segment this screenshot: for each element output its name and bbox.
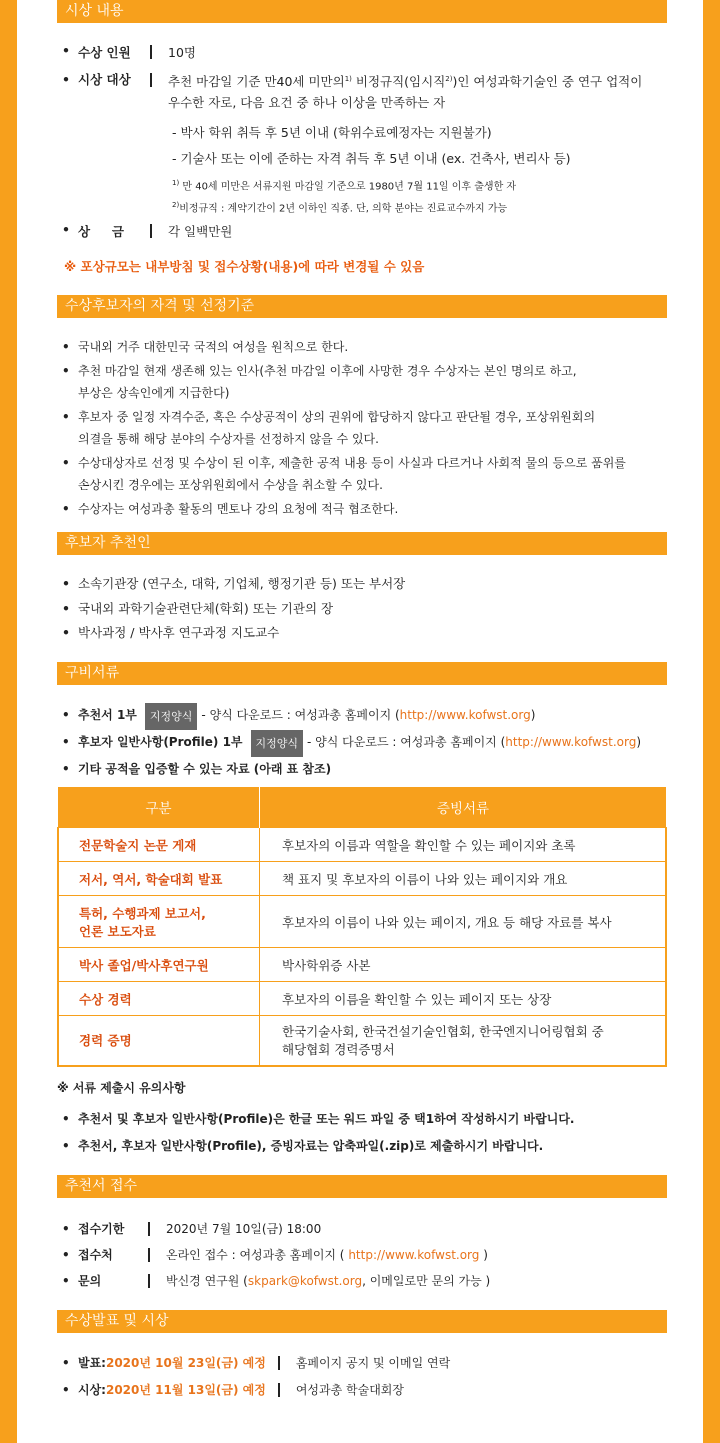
- section-title-documents: 구비서류: [57, 662, 667, 685]
- list-item: • 수상자는 여성과총 활동의 멘토나 강의 요청에 적극 협조한다.: [62, 502, 399, 516]
- deadline-value: 2020년 7월 10일(금) 18:00: [166, 1222, 322, 1236]
- list-item: • 추천 마감일 현재 생존해 있는 인사(추천 마감일 이후에 사망한 경우 수상자는 본인 명의로 하고, 부상은 상속인에게 지급한다): [62, 364, 577, 400]
- list-item: • 후보자 중 일정 자격수준, 혹은 수상공적이 상의 권위에 합당하지 않다고 판단될 경우, 포상위원회의 의결을 통해 해당 분야의 수상자를 선정하지 않을 수 있다.: [62, 410, 596, 446]
- prize-value: 각 일백만원: [168, 224, 233, 239]
- people-label: 수상 인원: [78, 45, 131, 60]
- section-title-announcement: 수상발표 및 시상: [57, 1310, 667, 1333]
- requirement-2: - 기술사 또는 이에 준하는 자격 취득 후 5년 이내 (ex. 건축사, 변리사 등): [172, 151, 571, 166]
- announce-date: 2020년 10월 23일(금) 예정: [105, 1356, 266, 1370]
- right-border: [703, 0, 720, 1443]
- table-row: 박사 졸업/박사후연구원 박사학위증 사본: [58, 948, 666, 982]
- table-header: 증빙서류: [260, 787, 667, 828]
- evidence-table: [57, 787, 667, 1067]
- footnote-1: $^{1)}$ 만 40세 미만은 서류지원 마감일 기준으로 1980년 7월 11일 이후 출생한 자: [172, 179, 517, 193]
- table-row: 수상 경력 후보자의 이름을 확인할 수 있는 페이지 또는 상장: [58, 982, 666, 1016]
- list-item: • 국내외 과학기술관련단체(학회) 또는 기관의 장: [62, 600, 334, 616]
- place-value: 온라인 접수 : 여성과총 홈페이지 ( http://www.kofwst.org ): [166, 1248, 488, 1262]
- people-value: 10명: [168, 45, 196, 60]
- section-title-award-details: 시상 내용: [57, 0, 667, 23]
- document-item: • 기타 공적을 입증할 수 있는 자료 (아래 표 참조): [62, 762, 332, 776]
- ceremony-date: 2020년 11월 13일(금) 예정: [105, 1383, 266, 1397]
- footnote-2: $^{2)}$비정규직 : 계약기간이 2년 이하인 직종. 단, 의학 분야는 진료교수까지 가능: [172, 201, 508, 215]
- list-item: • 추천서 및 후보자 일반사항(Profile)은 한글 또는 워드 파일 중 택1하여 작성하시기 바랍니다.: [62, 1112, 575, 1126]
- announce-value: 홈페이지 공지 및 이메일 연락: [295, 1356, 451, 1370]
- homepage-link[interactable]: http://www.kofwst.org: [348, 1248, 480, 1262]
- ceremony-value: 여성과총 학술대회장: [295, 1383, 404, 1397]
- list-item: • 박사과정 / 박사후 연구과정 지도교수: [62, 625, 280, 640]
- target-text: 추천 마감일 기준 만40세 미만의$^{1)}$ 비정규직(임시직$^{2)}$)인 여성과학기술인 중 연구 업적이 우수한 자로, 다음 요건 중 하나 이상을 만족하는 자: [168, 74, 643, 111]
- announce-label: 발표:: [78, 1356, 106, 1370]
- table-row: 경력 증명 한국기술사회, 한국건설기술인협회, 한국엔지니어링협회 중 해당협회 경력증명서: [58, 1016, 666, 1066]
- table-header: 구분: [58, 787, 260, 828]
- target-label: 시상 대상: [78, 72, 131, 87]
- homepage-link[interactable]: http://www.kofwst.org: [505, 735, 637, 749]
- ceremony-label: 시상:: [78, 1383, 106, 1397]
- section-title-eligibility: 수상후보자의 자격 및 선정기준: [57, 295, 667, 318]
- list-item: • 수상대상자로 선정 및 수상이 된 이후, 제출한 공적 내용 등이 사실과 다르거나 사회적 물의 등으로 품위를 손상시킨 경우에는 포상위원회에서 수상을 취소할 수 있다.: [62, 456, 626, 492]
- warning-text: ※ 포상규모는 내부방침 및 접수상황(내용)에 따라 변경될 수 있음: [64, 259, 425, 274]
- section-title-submission: 추천서 접수: [57, 1175, 667, 1198]
- requirement-1: - 박사 학위 취득 후 5년 이내 (학위수료예정자는 지원불가): [172, 125, 492, 140]
- left-border: [0, 0, 17, 1443]
- list-item: • 추천서, 후보자 일반사항(Profile), 증빙자료는 압축파일(.zip)로 제출하시기 바랍니다.: [62, 1139, 544, 1153]
- section-title-recommender: 후보자 추천인: [57, 532, 667, 555]
- list-item: • 소속기관장 (연구소, 대학, 기업체, 행정기관 등) 또는 부서장: [62, 576, 406, 591]
- document-item: • 후보자 일반사항(Profile) 1부 지정양식 - 양식 다운로드 : 여성과총 홈페이지 ( http://www.kofwst.org ): [62, 730, 670, 757]
- notes-title: ※ 서류 제출시 유의사항: [57, 1081, 186, 1095]
- place-label: 접수처: [78, 1248, 113, 1262]
- list-item: • 국내외 거주 대한민국 국적의 여성을 원칙으로 한다.: [62, 340, 349, 354]
- prize-label: 상 금: [78, 224, 124, 239]
- deadline-label: 접수기한: [78, 1222, 125, 1236]
- contact-value: 박신경 연구원 (skpark@kofwst.org, 이메일로만 문의 가능 ): [166, 1274, 491, 1288]
- contact-label: 문의: [78, 1274, 102, 1288]
- form-badge: 지정양식: [251, 730, 304, 757]
- table-row: 특허, 수행과제 보고서, 언론 보도자료 후보자의 이름이 나와 있는 페이지, 개요 등 해당 자료를 복사: [58, 896, 666, 948]
- homepage-link[interactable]: http://www.kofwst.org: [399, 708, 531, 722]
- email-link[interactable]: skpark@kofwst.org: [247, 1274, 363, 1288]
- form-badge: 지정양식: [145, 703, 198, 730]
- table-row: 전문학술지 논문 게재 후보자의 이름과 역할을 확인할 수 있는 페이지와 초록: [58, 828, 666, 862]
- document-item: • 추천서 1부 지정양식 - 양식 다운로드 : 여성과총 홈페이지 ( http://www.kofwst.org ): [62, 703, 670, 730]
- table-row: 저서, 역서, 학술대회 발표 책 표지 및 후보자의 이름이 나와 있는 페이지와 개요: [58, 862, 666, 896]
